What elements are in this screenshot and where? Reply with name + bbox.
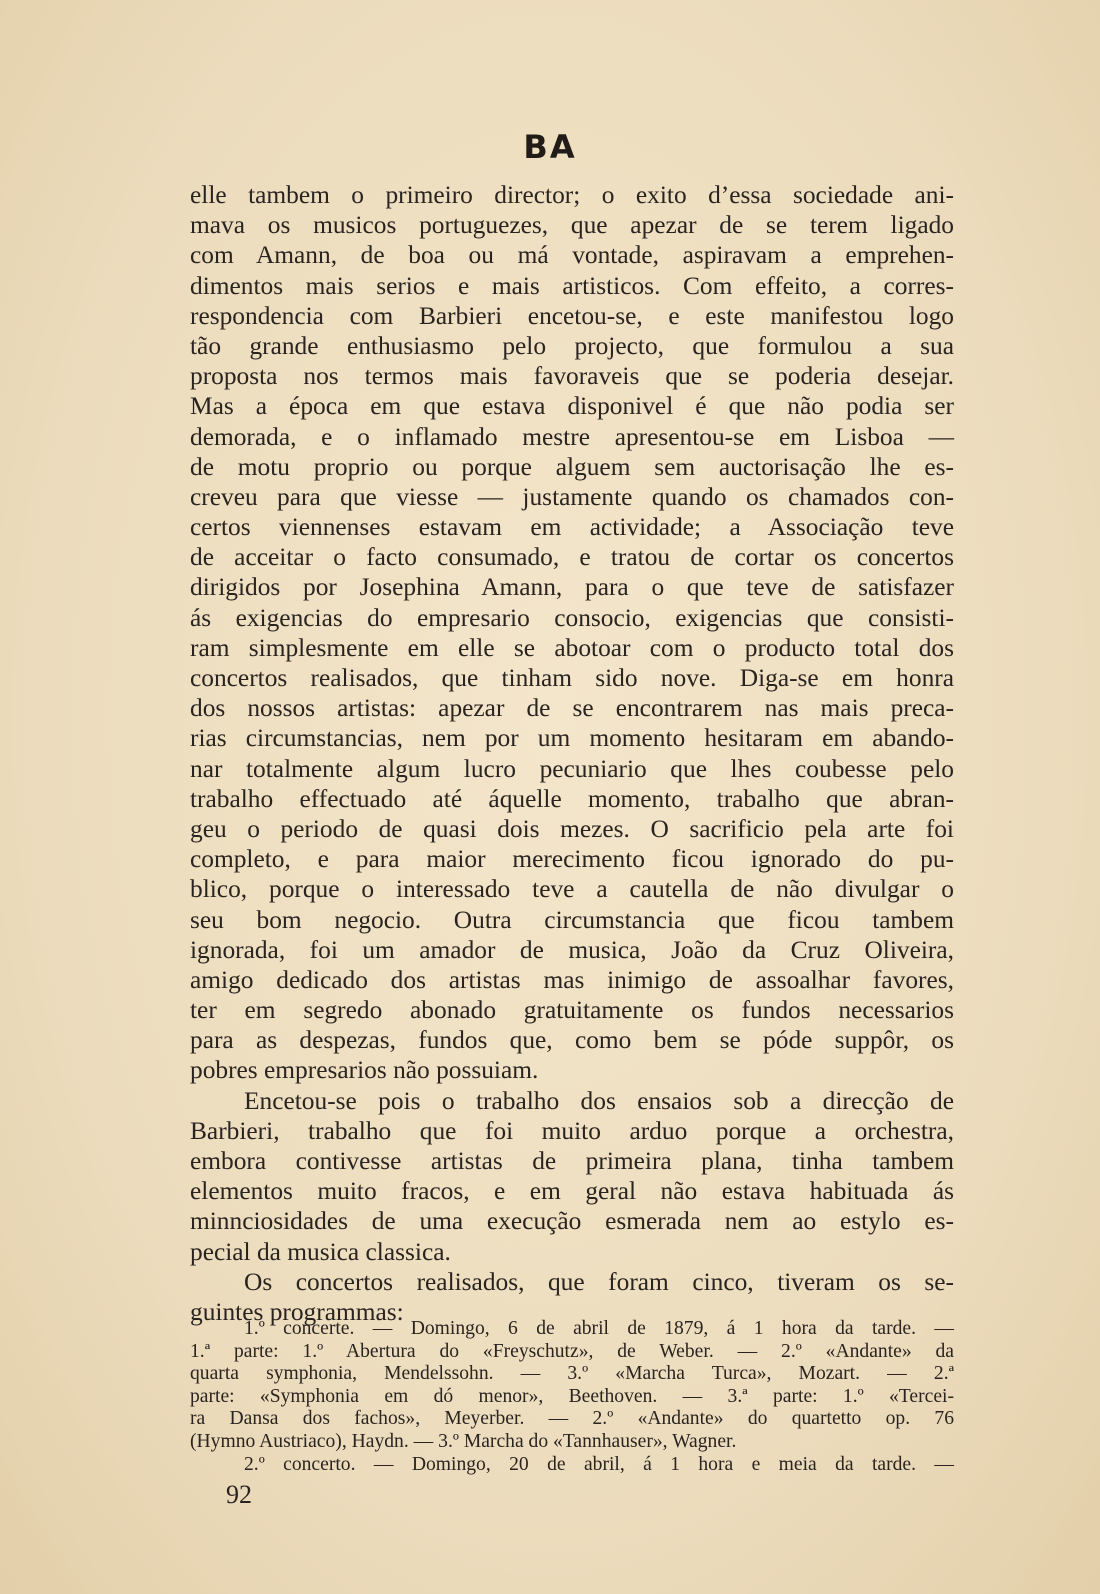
text-line: demorada, e o inflamado mestre apresentou-se em Lisboa — xyxy=(190,422,954,451)
text-line: Mas a época em que estava disponivel é que não podia ser xyxy=(190,392,954,421)
text-line: pecial da musica classica. xyxy=(190,1237,451,1266)
text-line: ás exigencias do empresario consocio, exigencias que consisti- xyxy=(190,603,954,632)
running-head: BA xyxy=(523,128,577,166)
note-line: ra Dansa dos fachos», Meyerber. — 2.º «Andante» do quartetto op. 76 xyxy=(190,1408,954,1430)
text-line: nar totalmente algum lucro pecuniario que lhes coubesse pelo xyxy=(190,754,954,783)
text-line: ram simplesmente em elle se abotoar com o producto total dos xyxy=(190,633,954,662)
text-line: certos viennenses estavam em actividade; a Associação teve xyxy=(190,513,954,542)
text-line: pobres empresarios não possuiam. xyxy=(190,1056,539,1085)
text-line: seu bom negocio. Outra circumstancia que ficou tambem xyxy=(190,905,954,934)
text-line: dirigidos por Josephina Amann, para o que teve de satisfazer xyxy=(190,573,954,602)
text-line: para as despezas, fundos que, como bem se póde suppôr, os xyxy=(190,1026,954,1055)
text-line: ignorada, foi um amador de musica, João da Cruz Oliveira, xyxy=(190,935,954,964)
note-line: (Hymno Austriaco), Haydn. — 3.º Marcha do «Tannhauser», Wagner. xyxy=(190,1430,737,1452)
note-line: parte: «Symphonia em dó menor», Beethoven. — 3.ª parte: 1.º «Tercei- xyxy=(190,1385,954,1407)
text-line: elementos muito fracos, e em geral não estava habituada ás xyxy=(190,1177,954,1206)
page-number: 92 xyxy=(226,1480,252,1509)
text-line: Encetou-se pois o trabalho dos ensaios sob a direcção de xyxy=(244,1086,954,1115)
note-line: 1.º concerte. — Domingo, 6 de abril de 1879, á 1 hora da tarde. — xyxy=(244,1318,954,1339)
text-line: com Amann, de boa ou má vontade, aspiravam a emprehen- xyxy=(190,241,954,270)
text-line: rias circumstancias, nem por um momento hesitaram em abando- xyxy=(190,724,954,753)
text-line: minnciosidades de uma execução esmerada nem ao estylo es- xyxy=(190,1207,954,1236)
text-line: mava os musicos portuguezes, que apezar de se terem ligado xyxy=(190,211,954,240)
text-line: trabalho effectuado até áquelle momento, trabalho que abran- xyxy=(190,784,954,813)
text-line: dimentos mais serios e mais artisticos. Com effeito, a corres- xyxy=(190,271,954,300)
text-line: ter em segredo abonado gratuitamente os fundos necessarios xyxy=(190,996,954,1025)
note-line: 1.ª parte: 1.º Abertura do «Freyschutz», de Weber. — 2.º «Andante» da xyxy=(190,1340,954,1362)
text-line: completo, e para maior merecimento ficou ignorado do pu- xyxy=(190,845,954,874)
text-line: creveu para que viesse — justamente quando os chamados con- xyxy=(190,482,954,511)
text-line: blico, porque o interessado teve a cautella de não divulgar o xyxy=(190,875,954,904)
note-line: 2.º concerto. — Domingo, 20 de abril, á 1 hora e meia da tarde. — xyxy=(244,1453,954,1475)
body-text xyxy=(190,180,954,1327)
text-line: tão grande enthusiasmo pelo projecto, que formulou a sua xyxy=(190,331,954,360)
text-line: embora contivesse artistas de primeira plana, tinha tambem xyxy=(190,1147,954,1175)
concert-programme-notes xyxy=(190,1318,954,1476)
text-line: respondencia com Barbieri encetou-se, e este manifestou logo xyxy=(190,301,954,330)
text-line: Barbieri, trabalho que foi muito arduo porque a orchestra, xyxy=(190,1116,954,1145)
text-line: concertos realisados, que tinham sido nove. Diga-se em honra xyxy=(190,664,954,692)
text-line: elle tambem o primeiro director; o exito d’essa sociedade ani- xyxy=(190,181,954,209)
text-line: amigo dedicado dos artistas mas inimigo de assoalhar favores, xyxy=(190,965,954,994)
text-line: proposta nos termos mais favoraveis que se poderia desejar. xyxy=(190,362,954,391)
text-line: Os concertos realisados, que foram cinco, tiveram os se- xyxy=(244,1267,954,1296)
note-line: quarta symphonia, Mendelssohn. — 3.º «Marcha Turca», Mozart. — 2.ª xyxy=(190,1363,954,1385)
text-line: geu o periodo de quasi dois mezes. O sacrificio pela arte foi xyxy=(190,814,954,843)
text-line: guintes programmas: xyxy=(190,1297,404,1326)
text-line: dos nossos artistas: apezar de se encontrarem nas mais preca- xyxy=(190,694,954,723)
text-line: de motu proprio ou porque alguem sem auctorisação lhe es- xyxy=(190,452,954,481)
text-line: de acceitar o facto consumado, e tratou de cortar os concertos xyxy=(190,543,954,572)
